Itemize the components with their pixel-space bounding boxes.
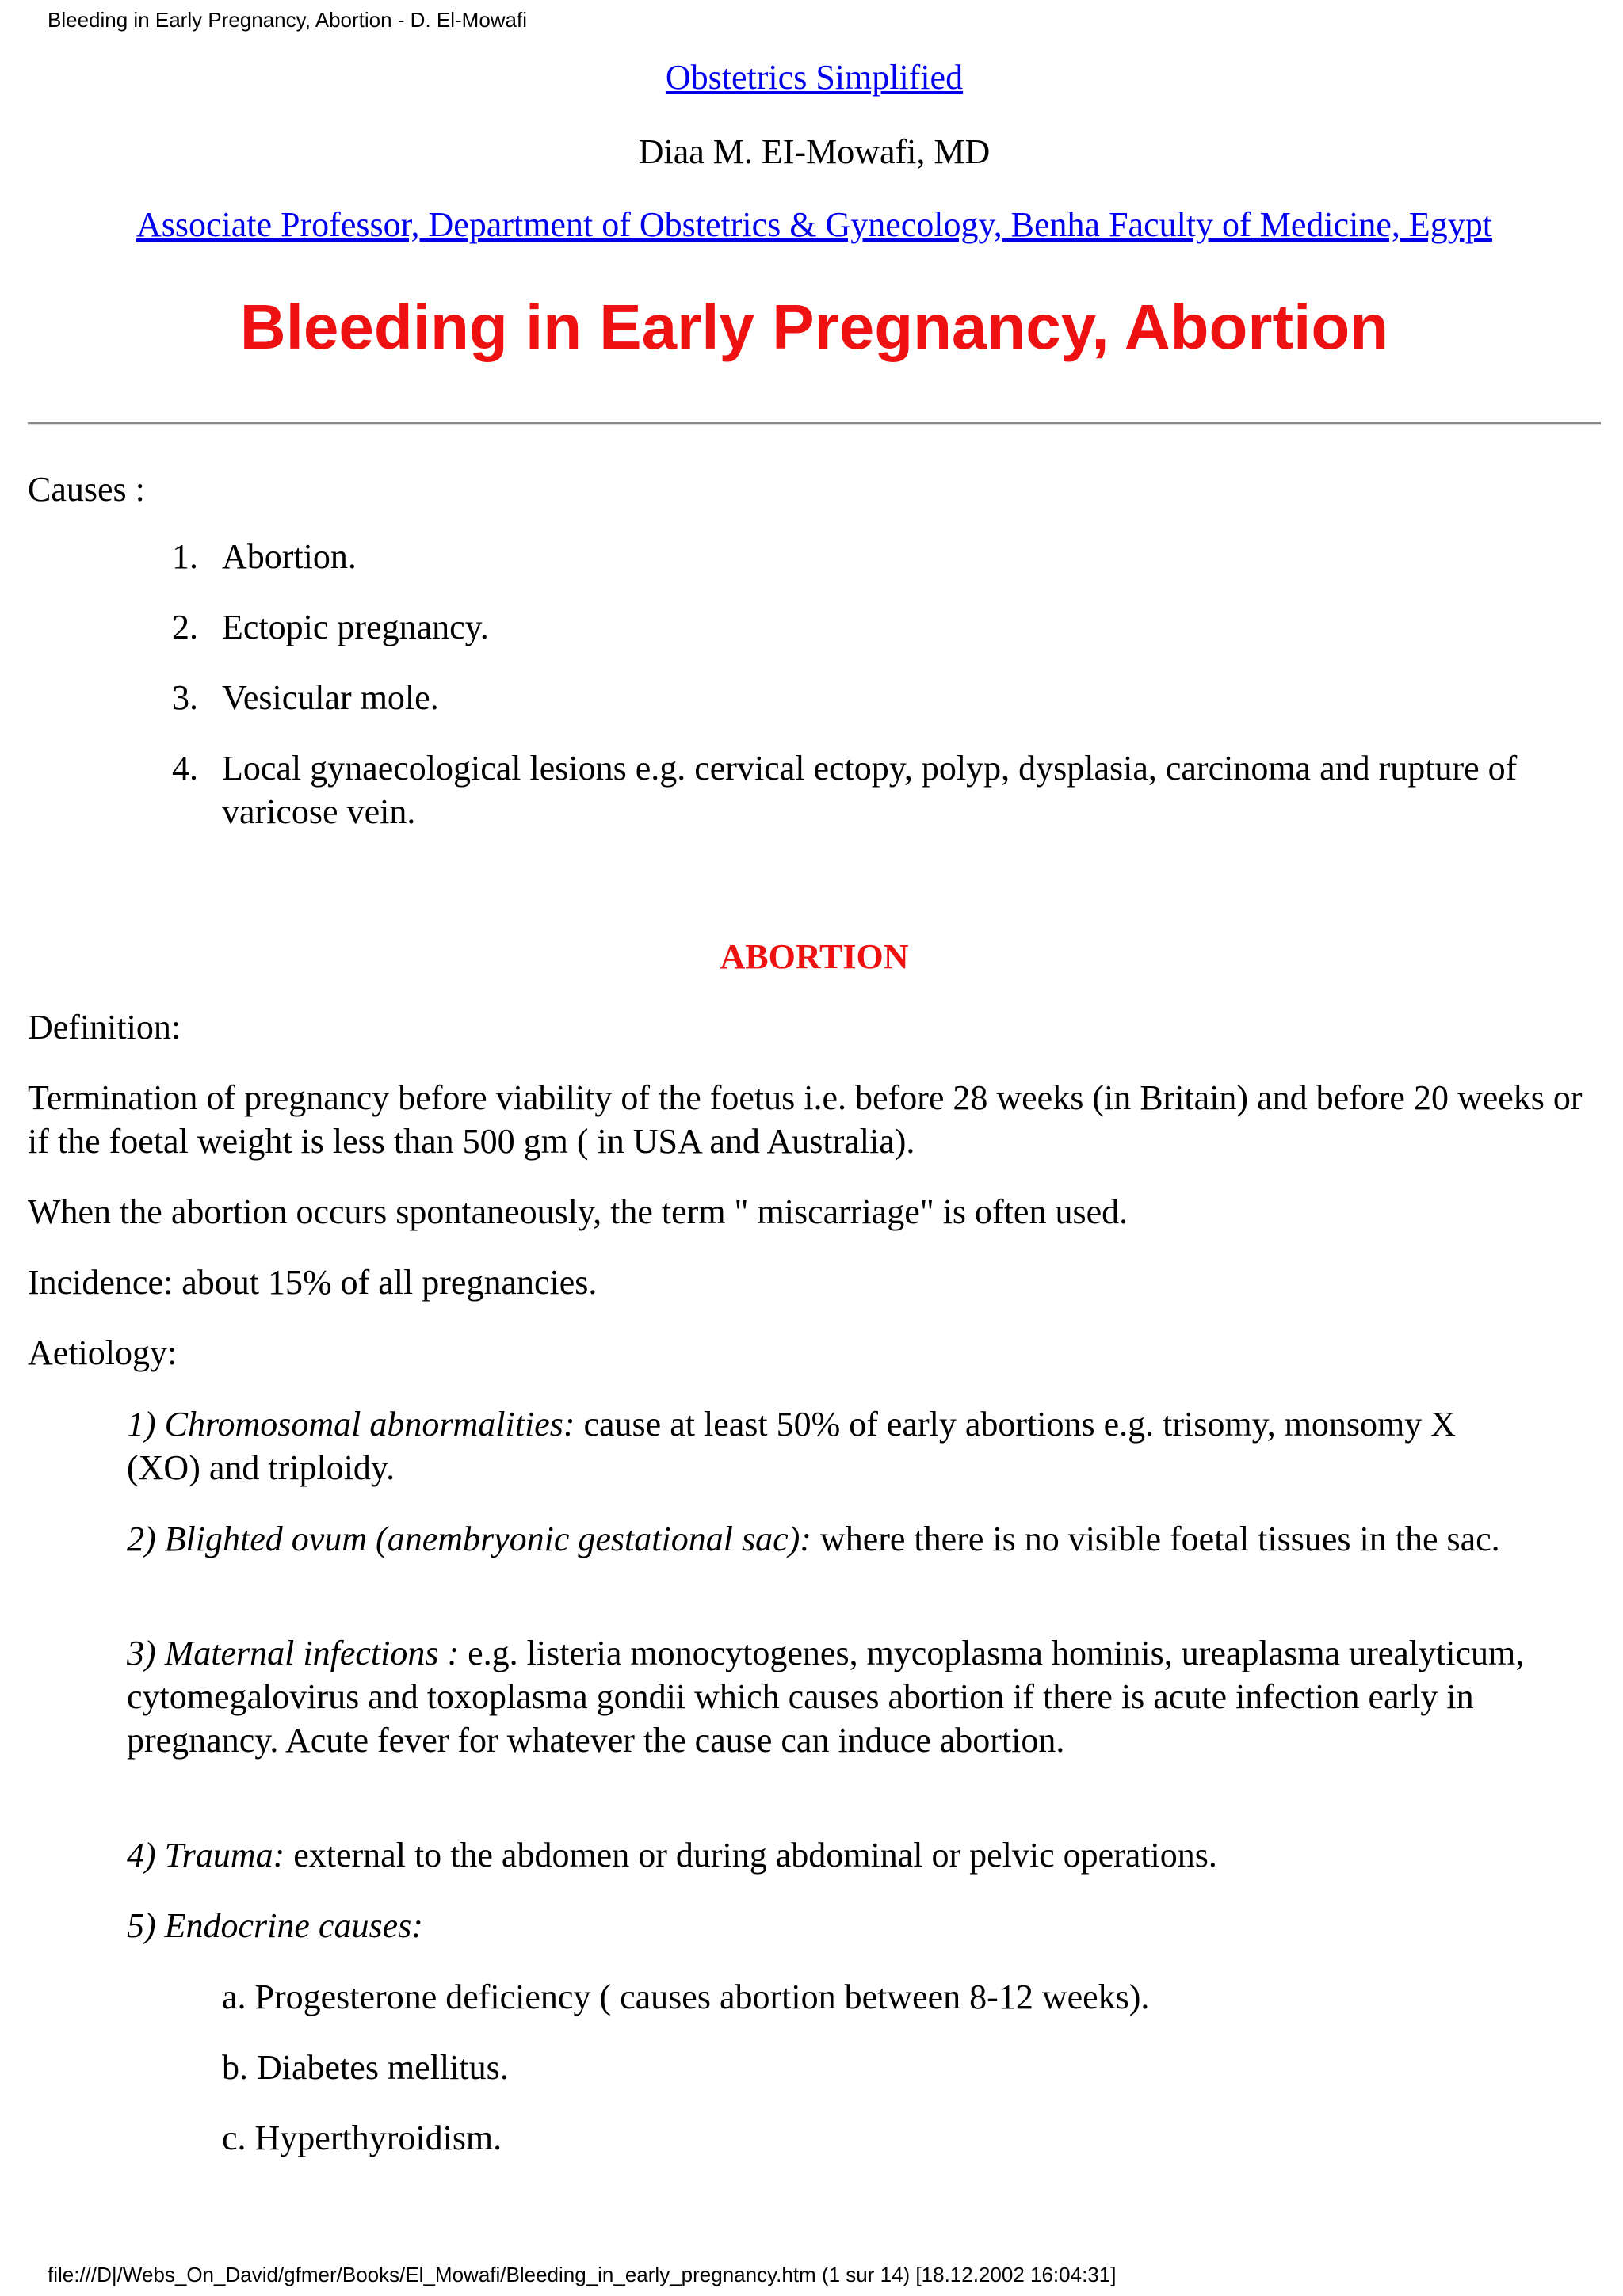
list-number: 4. [172, 749, 198, 788]
aetiology-term: 3) Maternal infections : [127, 1634, 460, 1672]
list-item [172, 746, 1569, 833]
list-text: Ectopic pregnancy. [222, 608, 489, 646]
endocrine-item-hyperthyroidism: c. Hyperthyroidism. [222, 2119, 502, 2157]
affiliation [28, 203, 1601, 246]
section-heading-abortion: ABORTION [720, 937, 909, 976]
page-title: Bleeding in Early Pregnancy, Abortion [239, 292, 1389, 362]
print-footer: file:///D|/Webs_On_David/gfmer/Books/El_Mowafi/Bleeding_in_early_pregnancy.htm (1 sur 14) [18.12.2002 16:04:31] [48, 2263, 1117, 2286]
list-text: Vesicular mole. [222, 678, 439, 717]
endocrine-item-diabetes: b. Diabetes mellitus. [222, 2048, 509, 2087]
aetiology-label: Aetiology: [28, 1333, 178, 1372]
print-header: Bleeding in Early Pregnancy, Abortion - D. El-Mowafi [48, 8, 528, 32]
list-item [172, 535, 1569, 578]
aetiology-term: 2) Blighted ovum (anembryonic gestational sac): [127, 1520, 812, 1558]
aetiology-term: 1) Chromosomal abnormalities: [127, 1405, 575, 1444]
definition-label: Definition: [28, 1008, 181, 1047]
list-number: 1. [172, 537, 198, 576]
aetiology-text: where there is no visible foetal tissues in the sac. [811, 1520, 1500, 1558]
aetiology-item-maternal-infections [127, 1631, 1537, 1762]
aetiology-text: e.g. listeria monocytogenes, mycoplasma hominis, ureaplasma urealyticum, cytomegalovirus and toxoplasma gondii which causes abortion if there is acute infection early in pregnancy. Acute fever for whatever the cause can induce abortion. [127, 1634, 1525, 1760]
list-item [172, 676, 1569, 719]
aetiology-item-blighted-ovum [127, 1517, 1537, 1561]
aetiology-text: external to the abdomen or during abdominal or pelvic operations. [285, 1836, 1217, 1875]
site-title-link[interactable]: Obstetrics Simplified [665, 58, 964, 97]
affiliation-link[interactable]: Associate Professor, Department of Obstetrics & Gynecology, Benha Faculty of Medicine, Egypt [136, 205, 1492, 244]
endocrine-item-progesterone: a. Progesterone deficiency ( causes abortion between 8-12 weeks). [222, 1978, 1150, 2016]
aetiology-text: cause at least 50% of early abortions e.g. trisomy, monsomy X (XO) and triploidy. [127, 1405, 1457, 1487]
aetiology-item-endocrine [127, 1904, 1537, 1947]
list-number: 3. [172, 678, 198, 717]
list-text: Abortion. [222, 537, 357, 576]
list-text: Local gynaecological lesions e.g. cervical ectopy, polyp, dysplasia, carcinoma and rupture of varicose vein. [222, 749, 1518, 831]
causes-label: Causes : [28, 470, 145, 509]
definition-text: Termination of pregnancy before viability of the foetus i.e. before 28 weeks (in Britain) and before 20 weeks or if the foetal weight is less than 500 gm ( in USA and Australia). [28, 1078, 1583, 1161]
aetiology-term: 5) Endocrine causes: [127, 1906, 423, 1945]
aetiology-item-trauma [127, 1833, 1537, 1877]
author-name: Diaa M. EI-Mowafi, MD [638, 132, 991, 171]
causes-list [172, 535, 1569, 860]
horizontal-rule [28, 422, 1601, 425]
aetiology-term: 4) Trauma: [127, 1836, 285, 1875]
miscarriage-text: When the abortion occurs spontaneously, the term " miscarriage" is often used. [28, 1192, 1128, 1231]
list-item [172, 605, 1569, 649]
aetiology-item-chromosomal [127, 1402, 1537, 1489]
site-title [28, 55, 1601, 99]
list-number: 2. [172, 608, 198, 646]
incidence-text: Incidence: about 15% of all pregnancies. [28, 1263, 598, 1302]
